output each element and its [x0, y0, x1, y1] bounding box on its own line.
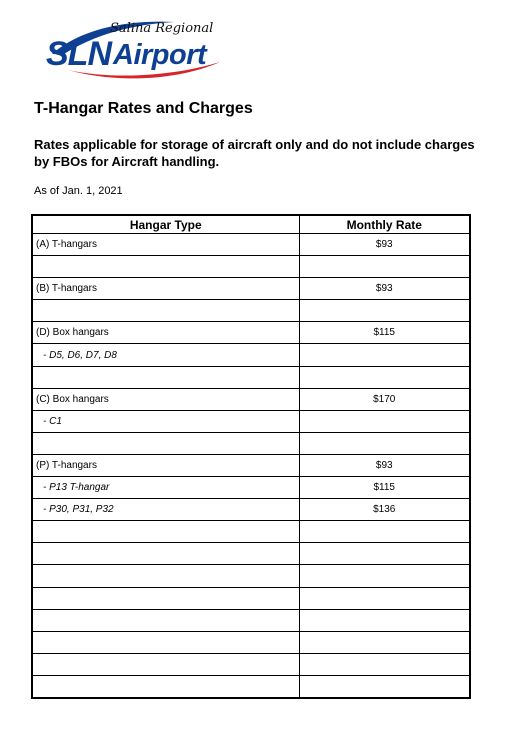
- hangar-type-cell: [32, 675, 299, 698]
- hangar-type-cell: - D5, D6, D7, D8: [32, 344, 299, 366]
- page-title: T-Hangar Rates and Charges: [34, 100, 253, 117]
- table-row: [32, 322, 470, 344]
- monthly-rate-cell: [299, 432, 470, 454]
- monthly-rate-cell: [299, 366, 470, 388]
- table-row: [32, 410, 470, 432]
- hangar-type-cell: [32, 256, 299, 278]
- table-row: [32, 300, 470, 322]
- monthly-rate-cell: [299, 410, 470, 432]
- hangar-type-cell: (C) Box hangars: [32, 388, 299, 410]
- hangar-type-cell: (D) Box hangars: [32, 322, 299, 344]
- table-row: [32, 344, 470, 366]
- monthly-rate-cell: [299, 653, 470, 675]
- hangar-type-cell: (A) T-hangars: [32, 234, 299, 256]
- header-hangar-type: Hangar Type: [32, 215, 299, 234]
- table-row: [32, 256, 470, 278]
- table-row: [32, 278, 470, 300]
- monthly-rate-cell: $93: [299, 454, 470, 476]
- table-row: [32, 521, 470, 543]
- table-row: [32, 234, 470, 256]
- monthly-rate-cell: $115: [299, 322, 470, 344]
- hangar-type-cell: [32, 587, 299, 609]
- monthly-rate-cell: [299, 543, 470, 565]
- table-row: [32, 432, 470, 454]
- table-row: [32, 499, 470, 521]
- table-row: [32, 587, 470, 609]
- monthly-rate-cell: [299, 675, 470, 698]
- logo-airport: Airport: [113, 39, 207, 71]
- hangar-type-cell: (P) T-hangars: [32, 454, 299, 476]
- description: Rates applicable for storage of aircraft only and do not include charges by FBOs for Aircraft handling.: [34, 137, 475, 169]
- table-row: [32, 543, 470, 565]
- monthly-rate-cell: [299, 565, 470, 587]
- table-row: [32, 454, 470, 476]
- rates-table: [31, 214, 471, 699]
- monthly-rate-cell: $93: [299, 278, 470, 300]
- monthly-rate-cell: [299, 631, 470, 653]
- hangar-type-cell: [32, 543, 299, 565]
- hangar-type-cell: [32, 653, 299, 675]
- table-row: [32, 675, 470, 698]
- hangar-type-cell: - P13 T-hangar: [32, 477, 299, 499]
- header-monthly-rate: Monthly Rate: [299, 215, 470, 234]
- table-row: [32, 631, 470, 653]
- monthly-rate-cell: $115: [299, 477, 470, 499]
- table-row: [32, 609, 470, 631]
- table-row: [32, 388, 470, 410]
- monthly-rate-cell: [299, 587, 470, 609]
- hangar-type-cell: [32, 521, 299, 543]
- monthly-rate-cell: [299, 256, 470, 278]
- monthly-rate-cell: [299, 609, 470, 631]
- monthly-rate-cell: $136: [299, 499, 470, 521]
- monthly-rate-cell: [299, 300, 470, 322]
- monthly-rate-cell: $93: [299, 234, 470, 256]
- table-row: [32, 653, 470, 675]
- hangar-type-cell: [32, 565, 299, 587]
- table-row: [32, 366, 470, 388]
- hangar-type-cell: [32, 432, 299, 454]
- logo-subtitle: Salina Regional: [110, 21, 214, 36]
- table-row: [32, 565, 470, 587]
- logo-sln: SLN: [46, 35, 111, 73]
- as-of-date: As of Jan. 1, 2021: [34, 185, 123, 197]
- hangar-type-cell: - C1: [32, 410, 299, 432]
- hangar-type-cell: (B) T-hangars: [32, 278, 299, 300]
- monthly-rate-cell: $170: [299, 388, 470, 410]
- hangar-type-cell: [32, 631, 299, 653]
- hangar-type-cell: [32, 609, 299, 631]
- hangar-type-cell: [32, 366, 299, 388]
- table-row: [32, 477, 470, 499]
- monthly-rate-cell: [299, 521, 470, 543]
- hangar-type-cell: - P30, P31, P32: [32, 499, 299, 521]
- table-header-row: [32, 215, 470, 234]
- hangar-type-cell: [32, 300, 299, 322]
- monthly-rate-cell: [299, 344, 470, 366]
